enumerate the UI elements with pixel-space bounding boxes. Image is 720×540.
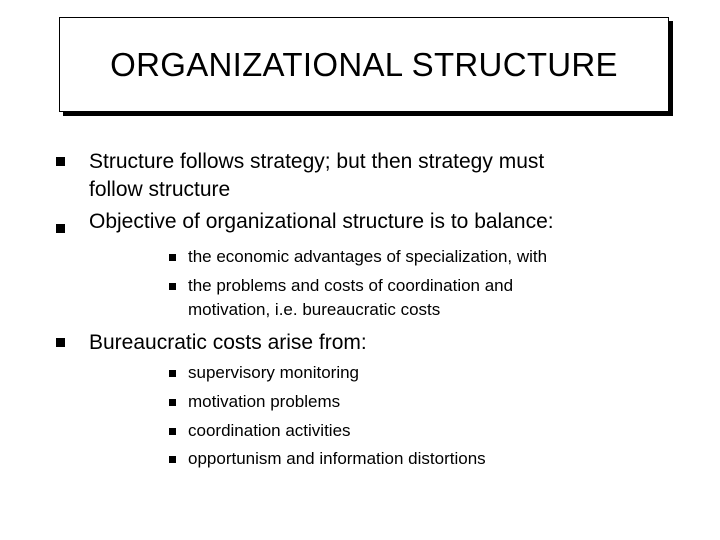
sub-bullet-text: motivation, i.e. bureaucratic costs [188, 300, 441, 319]
sub-bullet-square [169, 370, 176, 377]
sub-bullet-square [169, 254, 176, 261]
sub-bullet-text: the problems and costs of coordination and [188, 276, 514, 295]
sub-bullet-square [169, 283, 176, 290]
title-box [59, 17, 669, 112]
bullet-square [56, 157, 65, 166]
bullet-text: Structure follows strategy; but then strategy must [89, 150, 545, 173]
sub-bullet-square [169, 456, 176, 463]
slide-title: ORGANIZATIONAL STRUCTURE [110, 45, 618, 83]
bullet-square [56, 338, 65, 347]
bullet-square [56, 224, 65, 233]
sub-bullet-square [169, 399, 176, 406]
bullet-text: Objective of organizational structure is to balance: [89, 210, 554, 233]
sub-bullet-text: motivation problems [188, 392, 341, 411]
sub-bullet-text: coordination activities [188, 421, 351, 440]
bullet-text: Bureaucratic costs arise from: [89, 331, 367, 354]
bullet-text: follow structure [89, 178, 231, 201]
sub-bullet-text: the economic advantages of specialization, with [188, 247, 548, 266]
sub-bullet-text: opportunism and information distortions [188, 449, 486, 468]
sub-bullet-square [169, 428, 176, 435]
sub-bullet-text: supervisory monitoring [188, 363, 360, 382]
